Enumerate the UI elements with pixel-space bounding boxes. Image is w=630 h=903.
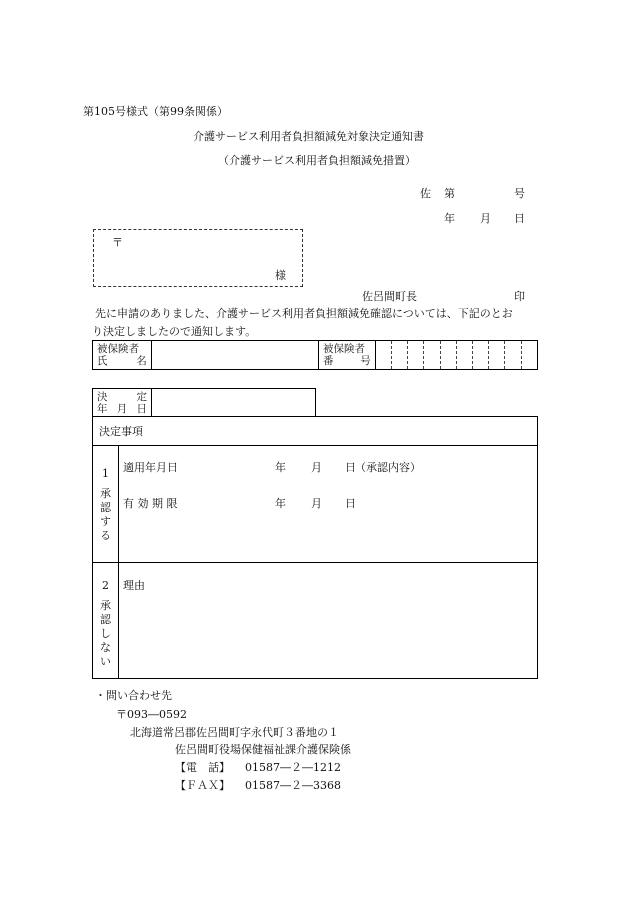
- reason-label: 理由: [123, 579, 145, 592]
- contact-fax: 01587―２―3368: [245, 779, 341, 792]
- insured-number-digit[interactable]: [505, 341, 521, 370]
- intro-line-2: り決定しましたので通知します。: [92, 325, 257, 338]
- date-month: 月: [480, 212, 491, 225]
- insured-number-digit[interactable]: [424, 341, 440, 370]
- approve-section-label: 1 承 認 す る: [100, 467, 111, 542]
- valid-day: 日: [345, 497, 356, 510]
- decision-items-label: 決定事項: [99, 425, 143, 438]
- document-title: 介護サービス利用者負担額減免対象決定通知書: [193, 130, 424, 143]
- insured-number-digit[interactable]: [489, 341, 505, 370]
- date-year: 年: [444, 212, 455, 225]
- reject-section-label: 2 承 認 し な い: [100, 579, 111, 668]
- insured-number-digit[interactable]: [440, 341, 456, 370]
- insured-number-digit[interactable]: [391, 341, 407, 370]
- insured-number-digit[interactable]: [408, 341, 424, 370]
- decision-items-box: [92, 416, 538, 679]
- valid-month: 月: [311, 497, 322, 510]
- insured-number-digit[interactable]: [521, 341, 537, 370]
- contact-postal: 〒093―0592: [116, 708, 187, 721]
- decision-date-field[interactable]: [152, 389, 316, 417]
- doc-number-prefix: 佐: [420, 187, 431, 200]
- applied-date-label: 適用年月日: [123, 461, 178, 474]
- honorific-sama: 様: [275, 269, 286, 282]
- insured-person-table: [92, 340, 538, 370]
- valid-year: 年: [275, 497, 286, 510]
- applied-day: 日: [345, 461, 356, 474]
- form-number: 第105号様式（第99条関係）: [83, 105, 228, 118]
- doc-number-suffix: 号: [514, 187, 525, 200]
- valid-period-label: 有 効 期 限: [123, 497, 178, 510]
- insured-number-digit[interactable]: [375, 341, 391, 370]
- doc-number-mark: 第: [444, 187, 455, 200]
- intro-line-1: 先に申請のありました、介護サービス利用者負担額減免確認については、下記のとお: [95, 307, 513, 320]
- insured-number-digit[interactable]: [456, 341, 472, 370]
- decision-date-label: 決 定 年 月 日: [93, 389, 152, 417]
- decision-date-table: [92, 388, 316, 417]
- issuer-seal: 印: [514, 290, 525, 303]
- contact-phone-label: 【電 話】: [175, 761, 230, 774]
- insured-name-field[interactable]: [151, 341, 318, 370]
- applied-month: 月: [311, 461, 322, 474]
- postal-mark: 〒: [112, 236, 123, 249]
- approved-content-label: （承認内容）: [355, 461, 421, 474]
- recipient-address-box: [93, 229, 303, 287]
- insured-number-digit[interactable]: [473, 341, 489, 370]
- date-day: 日: [514, 212, 525, 225]
- insured-number-label: 被保険者 番 号: [319, 341, 376, 370]
- contact-fax-label: 【ＦＡＸ】: [175, 779, 230, 792]
- document-subtitle: （介護サービス利用者負担額減免措置）: [218, 154, 416, 167]
- applied-year: 年: [275, 461, 286, 474]
- contact-phone: 01587―２―1212: [245, 761, 341, 774]
- issuer-title: 佐呂間町長: [362, 290, 417, 303]
- contact-heading: ・問い合わせ先: [95, 689, 172, 702]
- insured-name-label: 被保険者 氏 名: [93, 341, 152, 370]
- contact-address: 北海道常呂郡佐呂間町字永代町３番地の１: [130, 726, 339, 739]
- contact-department: 佐呂間町役場保健福祉課介護保険係: [175, 743, 351, 756]
